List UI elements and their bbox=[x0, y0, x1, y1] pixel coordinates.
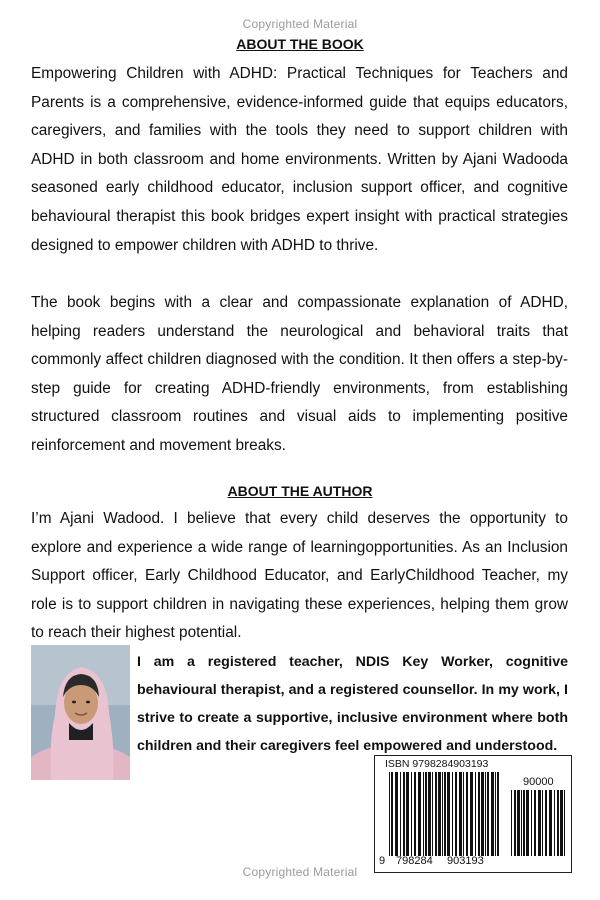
barcode-bar bbox=[470, 772, 473, 856]
barcode-bar bbox=[514, 790, 516, 856]
barcode-bar bbox=[545, 790, 547, 856]
about-book-paragraph-1: Empowering Children with ADHD: Practical Techniques for Teachers and Parents is a comprehensive, evidence-informed guide that equips educators, caregivers, and families with the tools they need to support children with ADHD in both classroom and home environments. Written by Ajani Wadooda seasoned early childhood educator, inclusion support officer, and cognitive behavioural therapist this book bridges expert insight with practical strategies designed to empower children with ADHD to thrive. bbox=[31, 65, 568, 254]
barcode-bar bbox=[455, 772, 457, 856]
barcode-bar bbox=[475, 772, 476, 856]
barcode-bar bbox=[389, 772, 390, 856]
barcode-bar bbox=[452, 772, 453, 856]
barcode-bar bbox=[560, 790, 563, 856]
barcode-bar bbox=[466, 772, 468, 856]
about-book-heading: ABOUT THE BOOK bbox=[236, 36, 364, 52]
isbn-barcode bbox=[374, 755, 572, 873]
barcode-bar bbox=[447, 772, 450, 856]
barcode-bar bbox=[463, 772, 464, 856]
barcode-bar bbox=[395, 772, 398, 856]
barcode-bar bbox=[538, 790, 541, 856]
isbn-label: ISBN 9798284903193 bbox=[385, 758, 489, 770]
price-code: 90000 bbox=[523, 776, 554, 788]
barcode-bar bbox=[411, 772, 412, 856]
author-portrait-illustration bbox=[31, 645, 130, 780]
barcode-bar bbox=[554, 790, 555, 856]
barcode-bar bbox=[487, 772, 489, 856]
barcode-bar bbox=[481, 772, 484, 856]
author-photo bbox=[31, 645, 130, 780]
barcode-bar bbox=[414, 772, 416, 856]
barcode-bar bbox=[406, 772, 409, 856]
barcode-bar bbox=[534, 790, 536, 856]
barcode-bar bbox=[423, 772, 424, 856]
watermark-top: Copyrighted Material bbox=[242, 17, 358, 31]
barcode-bar bbox=[491, 772, 494, 856]
barcode-bar bbox=[542, 790, 543, 856]
barcode-bar bbox=[428, 772, 431, 856]
barcode-digit-group-1: 798284 bbox=[396, 855, 433, 867]
barcode-bar bbox=[435, 772, 437, 856]
about-author-paragraph: I’m Ajani Wadood. I believe that every child deserves the opportunity to explore and experience a wide range of learningopportunities. As an Inclusion Support officer, Early Childhood Educator, and EarlyChildhood Teacher, my role is to support children in navigating these experiences, helping them grow to reach their highest potential. bbox=[31, 510, 568, 642]
barcode-digit-group-2: 903193 bbox=[447, 855, 484, 867]
barcode-bar bbox=[523, 790, 525, 856]
about-author-heading: ABOUT THE AUTHOR bbox=[227, 483, 373, 499]
barcode-bar bbox=[557, 790, 559, 856]
barcode-bar bbox=[438, 772, 441, 856]
barcode-bar bbox=[511, 790, 512, 856]
barcode-bar bbox=[495, 772, 496, 856]
barcode-bar bbox=[403, 772, 405, 856]
author-bio: I am a registered teacher, NDIS Key Worker, cognitive behavioural therapist, and a registered counsellor. In my work, I strive to create a supportive, inclusive environment where both children and their caregivers feel empowered and understood. bbox=[137, 654, 568, 754]
barcode-bar bbox=[442, 772, 443, 856]
barcode-bar bbox=[485, 772, 486, 856]
barcode-bar bbox=[564, 790, 565, 856]
barcode-bar bbox=[497, 772, 499, 856]
barcode-bar bbox=[391, 772, 393, 856]
barcode-bar bbox=[549, 790, 552, 856]
barcode-bar bbox=[478, 772, 480, 856]
barcode-bar bbox=[526, 790, 529, 856]
watermark-bottom: Copyrighted Material bbox=[242, 865, 358, 879]
about-book-paragraph-2: The book begins with a clear and compassionate explanation of ADHD, helping readers understand the neurological and behavioral traits that commonly affect children diagnosed with the condition. It then offers a step-by-step guide for creating ADHD-friendly environments, from establishing structured classroom routines and visual aids to implementing positive reinforcement and movement breaks. bbox=[31, 294, 568, 454]
barcode-bar bbox=[521, 790, 522, 856]
barcode-bar bbox=[444, 772, 446, 856]
barcode-digit-prefix: 9 bbox=[379, 855, 386, 867]
barcode-bar bbox=[459, 772, 462, 856]
barcode-bar bbox=[432, 772, 433, 856]
barcode-bar bbox=[425, 772, 427, 856]
barcode-bar bbox=[418, 772, 421, 856]
barcode-bar bbox=[400, 772, 401, 856]
barcode-bar bbox=[531, 790, 532, 856]
barcode-bar bbox=[517, 790, 520, 856]
